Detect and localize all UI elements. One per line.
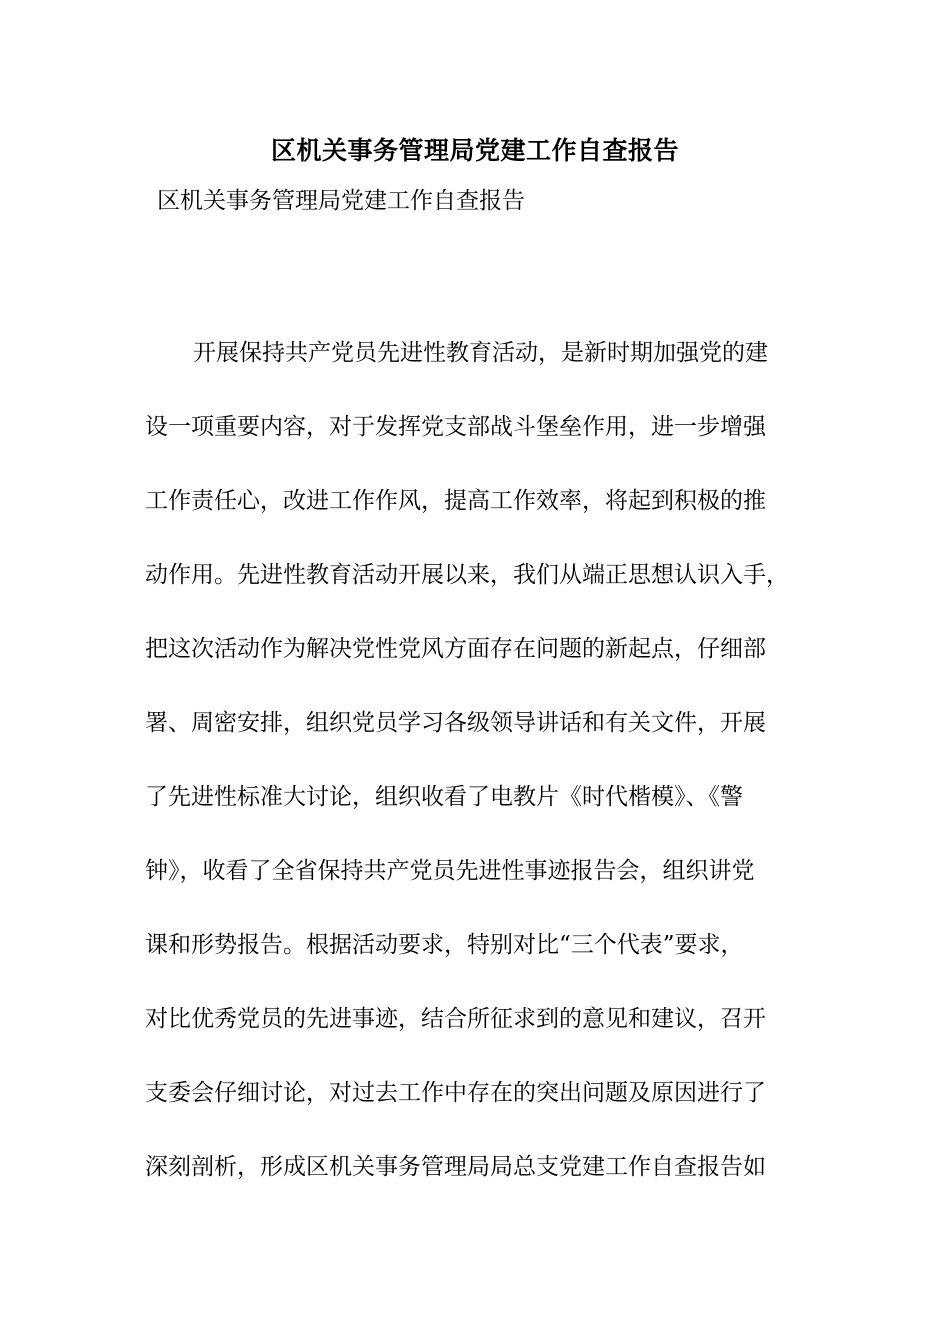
- text-line: 把这次活动作为解决党性党风方面存在问题的新起点，仔细部: [145, 636, 766, 662]
- text-line: 了先进性标准大讨论，组织收看了电教片《时代楷模》、《警: [145, 784, 743, 810]
- text-line: 钟》，收看了全省保持共产党员先进性事迹报告会，组织讲党: [145, 858, 755, 884]
- text-line: 深刻剖析，形成区机关事务管理局局总支党建工作自查报告如: [145, 1154, 766, 1180]
- document-subtitle: 区机关事务管理局党建工作自查报告: [157, 188, 525, 214]
- text-line: 设一项重要内容，对于发挥党支部战斗堡垒作用，进一步增强: [145, 414, 766, 440]
- body-paragraph: [145, 333, 835, 1221]
- text-line: 课和形势报告。根据活动要求，特别对比“三个代表”要求，: [145, 932, 744, 958]
- text-line: 署、周密安排，组织党员学习各级领导讲话和有关文件，开展: [145, 710, 766, 736]
- document-title: 区机关事务管理局党建工作自查报告: [270, 136, 679, 165]
- text-line: 动作用。先进性教育活动开展以来，我们从端正思想认识入手，: [145, 562, 789, 588]
- text-line: 支委会仔细讨论，对过去工作中存在的突出问题及原因进行了: [145, 1080, 766, 1106]
- text-line: 对比优秀党员的先进事迹，结合所征求到的意见和建议，召开: [145, 1006, 766, 1032]
- text-line: 工作责任心，改进工作作风，提高工作效率，将起到积极的推: [145, 488, 766, 514]
- text-line: 开展保持共产党员先进性教育活动，是新时期加强党的建: [193, 340, 768, 366]
